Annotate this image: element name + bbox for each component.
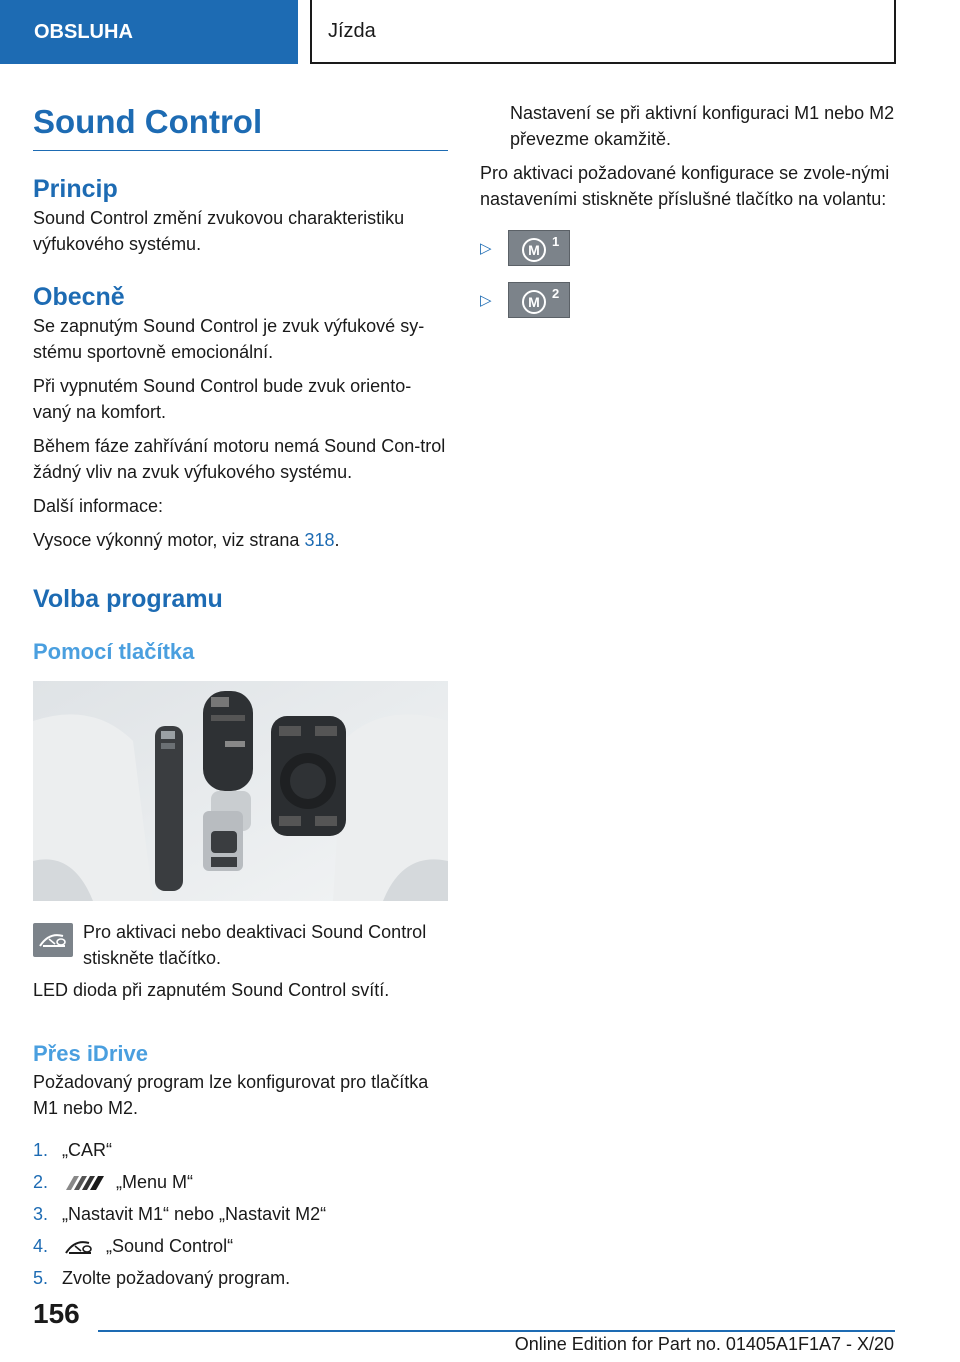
obecne-p5	[33, 527, 448, 553]
heading-obecne: Obecně	[33, 283, 125, 311]
center-console-photo	[33, 681, 448, 901]
sound-control-icon	[62, 1237, 96, 1257]
led-text: LED dioda při zapnutém Sound Control svítí.	[33, 980, 390, 1000]
left-column	[33, 100, 448, 1297]
m1-row	[480, 230, 900, 266]
note-text: Pro aktivaci nebo deaktivaci Sound Control stiskněte tlačítko.	[83, 922, 427, 968]
step-number: 5.	[33, 1268, 49, 1288]
obecne-p1: Se zapnutým Sound Control je zvuk výfukové sy-stému sportovně emocionální.	[33, 316, 425, 362]
right-column	[480, 100, 900, 334]
step-5	[33, 1265, 448, 1291]
step-1	[33, 1137, 448, 1163]
header-chapter: Jízda	[310, 0, 896, 64]
heading-pres-idrive: Přes iDrive	[33, 1041, 148, 1066]
m2-letter: M	[528, 294, 540, 310]
bullet-triangle-icon: ▷	[480, 292, 492, 309]
step-number: 3.	[33, 1204, 49, 1224]
step-text: Zvolte požadovaný program.	[62, 1268, 291, 1288]
m2-sup: 2	[552, 286, 560, 301]
m2-row	[480, 282, 900, 318]
m1-sup: 1	[552, 234, 560, 249]
note-sound-control	[33, 919, 448, 971]
step-3	[33, 1201, 448, 1227]
heading-princip: Princip	[33, 175, 118, 203]
header-section-tab: OBSLUHA	[0, 0, 298, 64]
step-text: „Nastavit M1“ nebo „Nastavit M2“	[62, 1204, 327, 1224]
page-number: 156	[33, 1298, 80, 1329]
page-title: Sound Control	[33, 100, 448, 151]
sound-control-button-icon	[33, 923, 73, 957]
obecne-p2: Při vypnutém Sound Control bude zvuk oriento-vaný na komfort.	[33, 376, 412, 422]
right-p2: Pro aktivaci požadované konfigurace se zvole-nými nastaveními stiskněte příslušné tlačítko na volantu:	[480, 163, 890, 209]
right-p1: Nastavení se při aktivní konfiguraci M1 nebo M2 převezme okamžitě.	[510, 103, 895, 149]
step-text: „Sound Control“	[106, 1236, 234, 1256]
heading-volba: Volba programu	[33, 585, 223, 613]
idrive-text: Požadovaný program lze konfigurovat pro tlačítka M1 nebo M2.	[33, 1072, 429, 1118]
m-stripes-icon	[62, 1175, 106, 1191]
step-2	[33, 1169, 448, 1195]
m1-button-icon	[508, 230, 570, 266]
step-number: 2.	[33, 1172, 49, 1192]
obecne-p5-end: .	[334, 530, 340, 550]
steps-list	[33, 1137, 448, 1291]
footer-edition: Online Edition for Part no. 01405A1F1A7 - X/20	[514, 1334, 894, 1354]
m1-letter: M	[528, 242, 540, 258]
obecne-p4: Další informace:	[33, 496, 164, 516]
m-buttons	[480, 230, 900, 318]
step-number: 1.	[33, 1140, 49, 1160]
obecne-p3: Během fáze zahřívání motoru nemá Sound Con-trol žádný vliv na zvuk výfukového systému.	[33, 436, 446, 482]
footer-divider	[98, 1330, 895, 1332]
bullet-triangle-icon: ▷	[480, 240, 492, 257]
step-number: 4.	[33, 1236, 49, 1256]
page-link-318[interactable]: 318	[304, 530, 335, 550]
m2-button-icon	[508, 282, 570, 318]
step-4	[33, 1233, 448, 1259]
step-text: „CAR“	[62, 1140, 112, 1160]
step-text: „Menu M“	[116, 1172, 194, 1192]
heading-pomoci-tlacitka: Pomocí tlačítka	[33, 639, 195, 664]
princip-text: Sound Control změní zvukovou charakteristiku výfukového systému.	[33, 208, 405, 254]
obecne-p5-text: Vysoce výkonný motor, viz strana	[33, 530, 305, 550]
